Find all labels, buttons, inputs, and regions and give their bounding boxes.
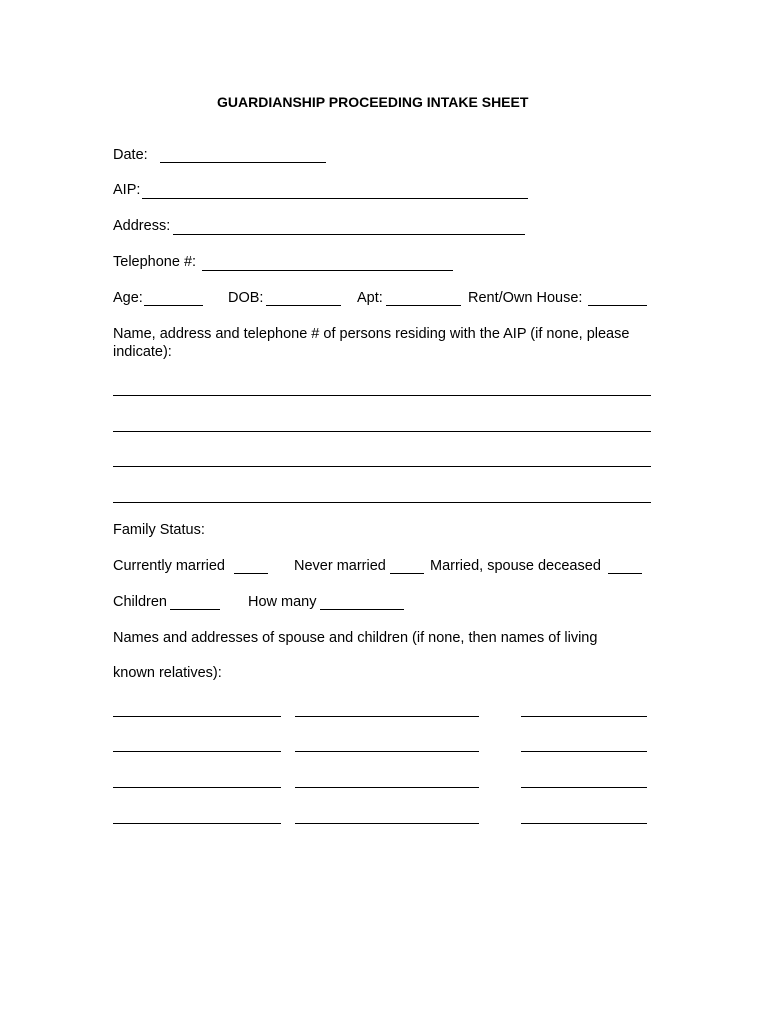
age-label: Age: <box>113 290 143 306</box>
dob-label: DOB: <box>228 290 264 306</box>
children-label: Children <box>113 594 167 610</box>
how-many-label: How many <box>248 594 317 610</box>
telephone-field[interactable] <box>202 270 453 271</box>
residing-prompt-line1: Name, address and telephone # of persons residing with the AIP (if none, please <box>113 326 630 342</box>
relatives-prompt-line2: known relatives): <box>113 665 222 681</box>
date-label: Date: <box>113 147 148 163</box>
residing-line-1[interactable] <box>113 395 651 396</box>
apt-field[interactable] <box>386 305 461 306</box>
age-field[interactable] <box>144 305 203 306</box>
relative-name-line-4[interactable] <box>113 823 281 824</box>
telephone-label: Telephone #: <box>113 254 197 270</box>
children-field[interactable] <box>170 609 220 610</box>
residing-line-4[interactable] <box>113 502 651 503</box>
residing-line-2[interactable] <box>113 431 651 432</box>
rent-own-label: Rent/Own House: <box>468 290 583 306</box>
relative-address-line-2[interactable] <box>295 751 479 752</box>
relative-address-line-3[interactable] <box>295 787 479 788</box>
address-field[interactable] <box>173 234 525 235</box>
dob-field[interactable] <box>266 305 341 306</box>
date-field[interactable] <box>160 162 326 163</box>
residing-line-3[interactable] <box>113 466 651 467</box>
residing-prompt-line2: indicate): <box>113 344 172 360</box>
currently-married-label: Currently married <box>113 558 225 574</box>
married-spouse-deceased-label: Married, spouse deceased <box>430 558 601 574</box>
aip-field[interactable] <box>142 198 528 199</box>
relative-address-line-4[interactable] <box>295 823 479 824</box>
apt-label: Apt: <box>357 290 383 306</box>
married-spouse-deceased-field[interactable] <box>608 573 642 574</box>
relative-name-line-1[interactable] <box>113 716 281 717</box>
relative-name-line-2[interactable] <box>113 751 281 752</box>
rent-own-field[interactable] <box>588 305 647 306</box>
never-married-label: Never married <box>294 558 386 574</box>
relative-phone-line-2[interactable] <box>521 751 647 752</box>
never-married-field[interactable] <box>390 573 424 574</box>
relative-address-line-1[interactable] <box>295 716 479 717</box>
family-status-label: Family Status: <box>113 522 205 538</box>
currently-married-field[interactable] <box>234 573 268 574</box>
relatives-prompt-line1: Names and addresses of spouse and children (if none, then names of living <box>113 630 598 646</box>
relative-name-line-3[interactable] <box>113 787 281 788</box>
how-many-field[interactable] <box>320 609 404 610</box>
address-label: Address: <box>113 218 171 234</box>
form-title: GUARDIANSHIP PROCEEDING INTAKE SHEET <box>217 94 529 110</box>
relative-phone-line-4[interactable] <box>521 823 647 824</box>
aip-label: AIP: <box>113 182 141 198</box>
relative-phone-line-1[interactable] <box>521 716 647 717</box>
relative-phone-line-3[interactable] <box>521 787 647 788</box>
